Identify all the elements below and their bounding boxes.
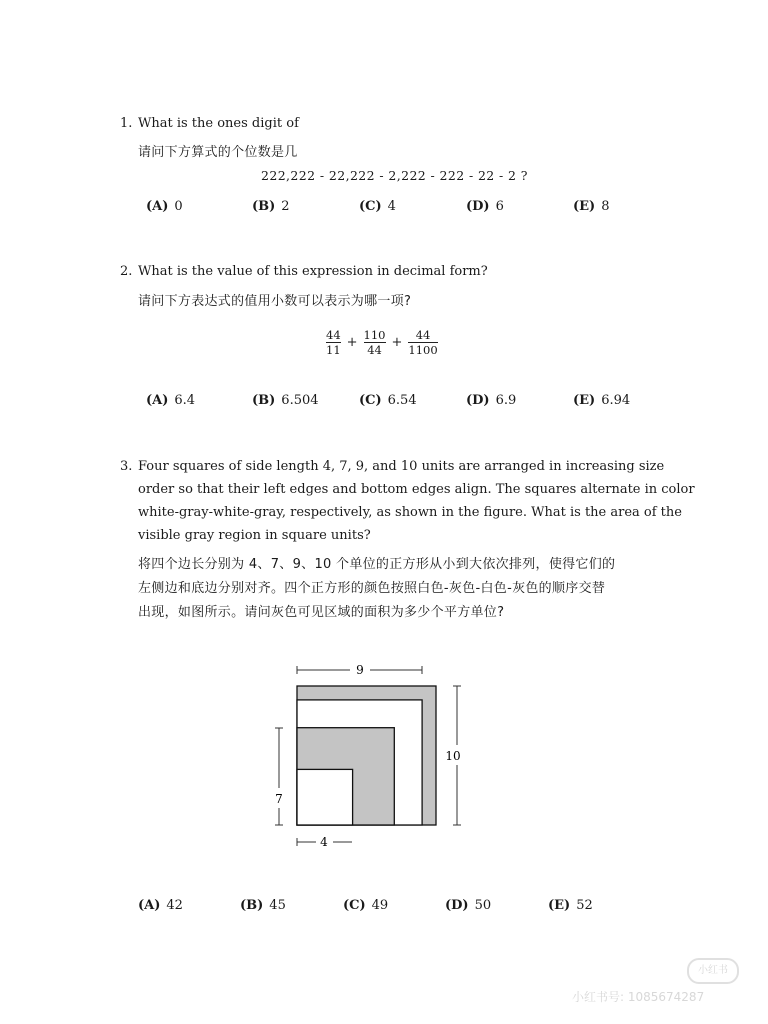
- question-number: 3.: [120, 459, 133, 474]
- choice-letter: (C): [343, 898, 366, 913]
- question-number: 2.: [120, 264, 133, 279]
- choice-letter: (A): [138, 898, 161, 913]
- choice-value: 6.54: [387, 393, 417, 408]
- choice-letter: (E): [548, 898, 571, 913]
- choice-value: 49: [371, 898, 389, 913]
- choice-a[interactable]: [146, 199, 183, 214]
- label-right: 10: [445, 749, 461, 763]
- expression: 222,222 - 22,222 - 2,222 - 222 - 22 - 2 ?: [261, 168, 528, 183]
- choice-letter: (A): [146, 199, 169, 214]
- question-text-zh: 请问下方算式的个位数是几: [138, 145, 298, 160]
- fraction-expression: [326, 328, 438, 357]
- question-text-en: What is the ones digit of: [138, 116, 299, 131]
- choice-value: 4: [387, 199, 396, 214]
- fraction: [326, 328, 341, 357]
- choice-letter: (C): [359, 199, 382, 214]
- choice-letter: (C): [359, 393, 382, 408]
- choice-e[interactable]: [548, 898, 593, 913]
- numerator: 110: [363, 328, 386, 342]
- choice-c[interactable]: [343, 898, 388, 913]
- choice-letter: (B): [240, 898, 264, 913]
- choice-letter: (B): [252, 393, 276, 408]
- choice-letter: (A): [146, 393, 169, 408]
- question-text-en-line: Four squares of side length 4, 7, 9, and 10 units are arranged in increasing size: [138, 459, 665, 474]
- question-text-zh-line: 将四个边长分别为 4、7、9、10 个单位的正方形从小到大依次排列，使得它们的: [138, 557, 616, 572]
- choice-value: 42: [166, 898, 183, 913]
- watermark-text: 小红书号: 1085674287: [572, 990, 705, 1004]
- nested-squares-figure: [260, 650, 480, 860]
- choice-d[interactable]: [466, 393, 516, 408]
- square-side-4: [297, 769, 353, 825]
- question-number: 1.: [120, 116, 133, 131]
- choice-value: 6.4: [174, 393, 196, 408]
- choice-b[interactable]: [252, 199, 290, 214]
- fraction: [364, 328, 386, 357]
- choice-value: 6.9: [495, 393, 517, 408]
- choice-c[interactable]: [359, 393, 417, 408]
- choice-d[interactable]: [466, 199, 504, 214]
- choice-letter: (D): [445, 898, 469, 913]
- numerator: 44: [326, 328, 341, 342]
- label-top: 9: [356, 663, 364, 677]
- choice-d[interactable]: [445, 898, 491, 913]
- question-text-zh-line: 出现，如图所示。请问灰色可见区域的面积为多少个平方单位?: [138, 605, 505, 620]
- question-text-en-line: white-gray-white-gray, respectively, as shown in the figure. What is the area of the: [138, 505, 682, 520]
- choice-value: 6: [495, 199, 504, 214]
- denominator: 44: [367, 343, 382, 357]
- watermark-badge: 小红书: [687, 958, 739, 984]
- question-text-zh-line: 左侧边和底边分别对齐。四个正方形的颜色按照白色-灰色-白色-灰色的顺序交替: [138, 581, 606, 596]
- plus-sign: +: [391, 335, 403, 350]
- choice-c[interactable]: [359, 199, 396, 214]
- choice-a[interactable]: [138, 898, 183, 913]
- label-left: 7: [275, 792, 283, 806]
- question-text-zh: 请问下方表达式的值用小数可以表示为哪一项?: [138, 294, 412, 309]
- fraction: [408, 328, 437, 357]
- plus-sign: +: [346, 335, 358, 350]
- choice-value: 8: [601, 199, 610, 214]
- choice-b[interactable]: [240, 898, 286, 913]
- numerator: 44: [415, 328, 431, 342]
- denominator: 1100: [408, 343, 438, 357]
- question-text-en-line: order so that their left edges and bottom edges align. The squares alternate in color: [138, 482, 695, 497]
- question-text-en: What is the value of this expression in decimal form?: [138, 264, 488, 279]
- choice-e[interactable]: [573, 199, 610, 214]
- choice-letter: (D): [466, 199, 490, 214]
- label-bottom: 4: [320, 835, 328, 849]
- choice-value: 2: [281, 199, 290, 214]
- choice-a[interactable]: [146, 393, 195, 408]
- choice-value: 50: [474, 898, 492, 913]
- denominator: 11: [326, 343, 341, 357]
- choice-letter: (E): [573, 199, 596, 214]
- choice-letter: (B): [252, 199, 276, 214]
- question-text-en-line: visible gray region in square units?: [138, 528, 371, 543]
- choice-e[interactable]: [573, 393, 630, 408]
- choice-value: 6.504: [281, 393, 319, 408]
- choice-value: 52: [576, 898, 593, 913]
- choice-letter: (E): [573, 393, 596, 408]
- choice-letter: (D): [466, 393, 490, 408]
- choice-value: 6.94: [601, 393, 631, 408]
- choice-value: 45: [269, 898, 286, 913]
- choice-value: 0: [174, 199, 183, 214]
- choice-b[interactable]: [252, 393, 319, 408]
